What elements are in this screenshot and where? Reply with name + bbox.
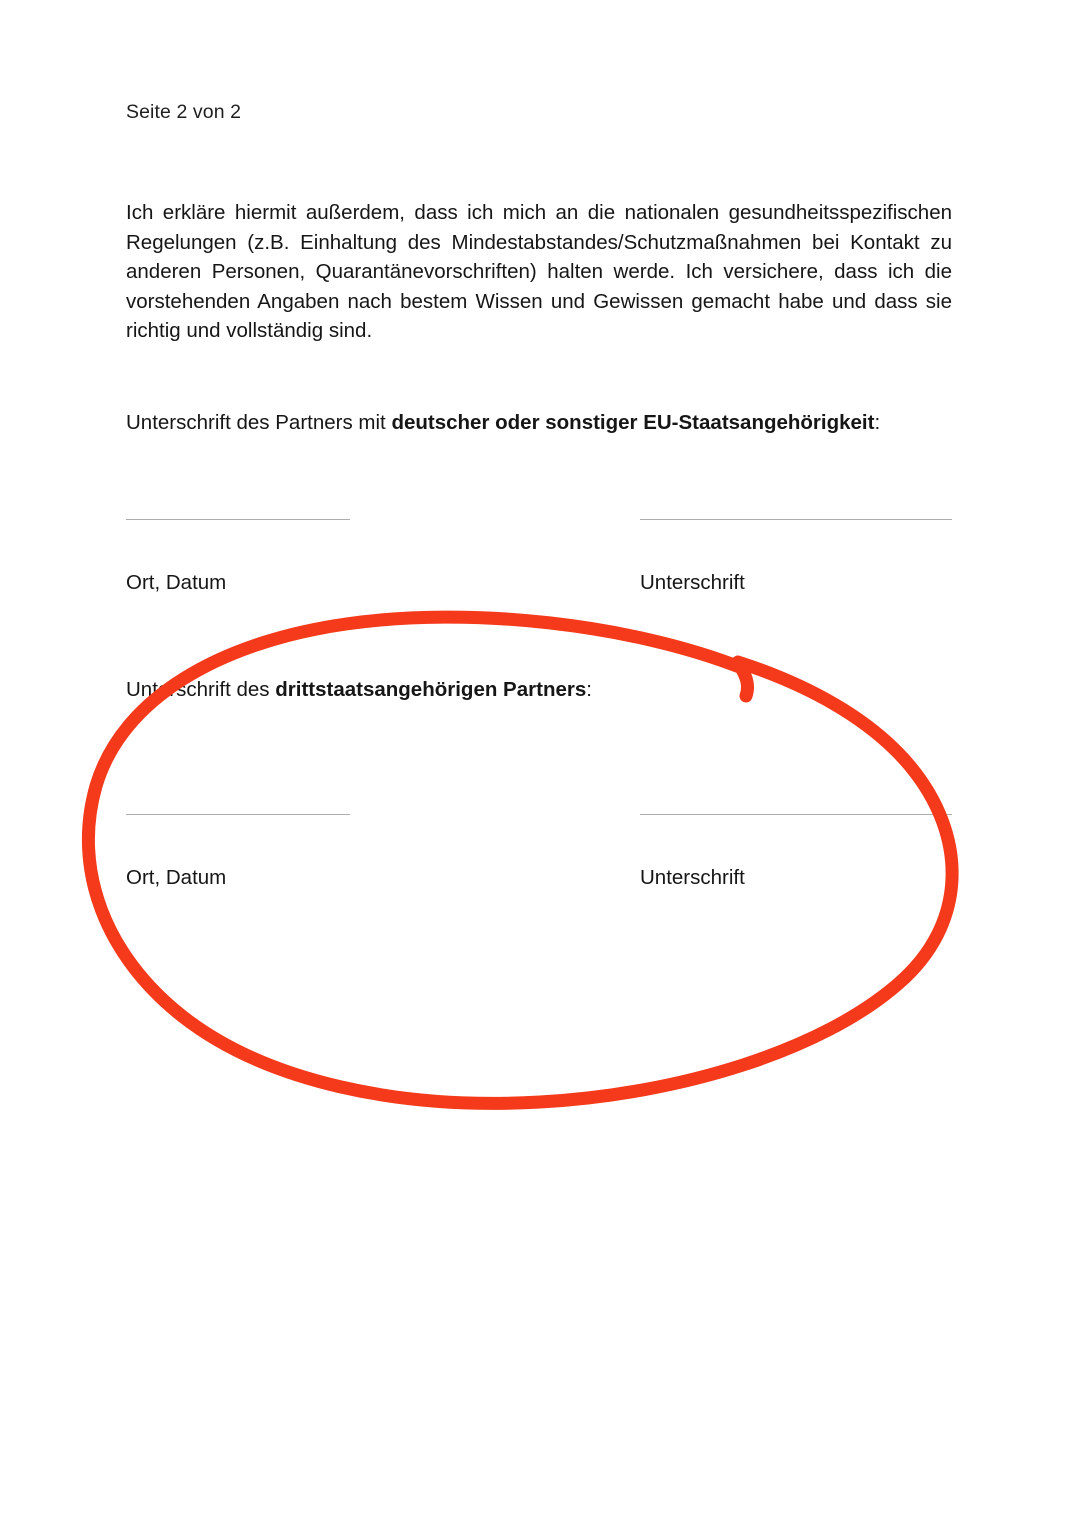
signature-section-eu <box>126 409 952 601</box>
heading-prefix: Unterschrift des Partners mit <box>126 411 392 434</box>
heading-prefix: Unterschrift des <box>126 678 276 701</box>
heading-suffix: : <box>874 411 881 434</box>
label-signature-third-country: Unterschrift <box>640 866 745 889</box>
signature-labels-eu <box>126 571 952 601</box>
signature-rules-third-country <box>126 814 952 854</box>
declaration-paragraph: Ich erkläre hiermit außerdem, dass ich mich an die nationalen gesundheitsspezifischen Regelungen (z.B. Einhaltung des Mindestabstandes/Schutzmaßnahmen bei Kontakt zu anderen Personen, Quarantänevorschriften) halten werde. Ich versichere, dass ich die vorstehenden Angaben nach bestem Wissen und Gewissen gemacht habe und dass sie richtig und vollständig sind. <box>126 201 952 342</box>
signature-rules-eu <box>126 519 952 559</box>
rule-signature-third-country <box>640 814 952 815</box>
rule-place-date-eu <box>126 519 350 520</box>
heading-suffix: : <box>586 678 592 701</box>
signature-section-eu-heading <box>126 409 952 437</box>
label-place-date-eu: Ort, Datum <box>126 571 227 594</box>
signature-section-third-country <box>126 676 952 896</box>
rule-signature-eu <box>640 519 952 520</box>
label-signature-eu: Unterschrift <box>640 571 745 594</box>
heading-emphasis: drittstaatsangehörigen Partners <box>275 678 587 701</box>
rule-place-date-third-country <box>126 814 350 815</box>
label-place-date-third-country: Ort, Datum <box>126 866 227 889</box>
signature-section-third-country-heading <box>126 676 952 704</box>
heading-emphasis: deutscher oder sonstiger EU-Staatsangehörigkeit <box>391 411 875 434</box>
signature-labels-third-country <box>126 866 952 896</box>
page-number-label: Seite 2 von 2 <box>126 101 242 123</box>
